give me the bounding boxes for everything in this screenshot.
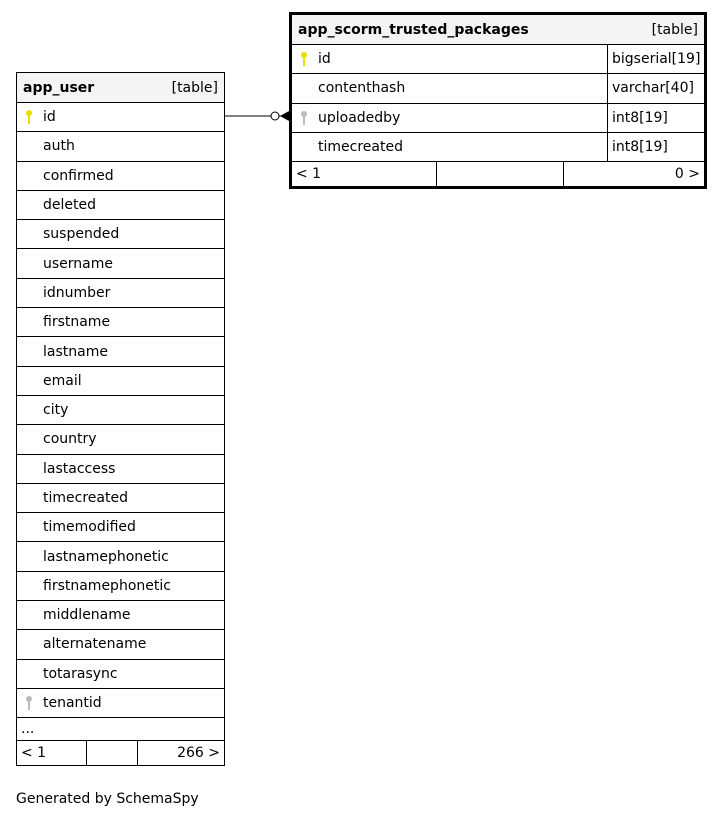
column-name[interactable] [17,132,224,160]
column-name[interactable] [17,279,224,307]
column-row[interactable] [17,279,224,308]
column-name-text: lastaccess [43,460,116,477]
column-name[interactable] [17,455,224,483]
column-name-text: lastname [43,343,108,360]
column-row[interactable] [17,660,224,689]
column-name[interactable] [17,572,224,600]
column-row[interactable] [17,630,224,659]
column-row[interactable] [17,601,224,630]
column-name-text: uploadedby [318,109,401,126]
column-name[interactable] [17,484,224,512]
column-type: int8[19] [607,133,704,161]
column-row[interactable] [17,308,224,337]
table-footer [17,741,224,765]
table-header [292,15,704,45]
column-name-text: idnumber [43,284,111,301]
column-row[interactable] [17,484,224,513]
primary-key-icon [300,51,308,67]
column-name-text: timecreated [43,490,128,506]
column-type: int8[19] [607,104,704,132]
column-name-text: middlename [43,607,131,624]
column-name-text: suspended [43,226,120,243]
table-name[interactable]: app_user [23,79,95,96]
more-columns-row [17,718,224,741]
column-name[interactable] [17,162,224,190]
column-type: bigserial[19] [607,45,704,73]
column-row[interactable] [17,367,224,396]
column-name-text: tenantid [43,695,102,712]
column-row[interactable] [17,513,224,542]
footer-spacer [437,162,564,186]
column-name[interactable] [17,308,224,336]
column-name-text: timemodified [43,519,136,536]
column-name[interactable] [292,104,607,132]
column-type: varchar[40] [607,74,704,102]
table-app-scorm-trusted-packages[interactable] [289,12,707,189]
column-name[interactable] [17,660,224,688]
column-name[interactable] [17,367,224,395]
column-name-text: username [43,255,113,272]
column-row[interactable] [17,572,224,601]
table-app-user[interactable] [16,72,225,766]
column-row[interactable] [292,45,704,74]
column-name-text: firstnamephonetic [43,577,171,594]
column-name-text: contenthash [318,80,406,97]
column-row[interactable] [17,337,224,366]
table-kind: [table] [651,21,698,38]
column-row[interactable] [17,132,224,161]
column-row[interactable] [17,103,224,132]
footer-spacer [87,741,138,765]
column-name-text: id [318,51,331,68]
column-row[interactable] [292,133,704,162]
column-name[interactable] [17,630,224,658]
column-name-text: city [43,402,69,419]
column-row[interactable] [292,74,704,103]
column-name-text: totarasync [43,665,118,682]
column-name[interactable] [292,74,607,102]
table-header [17,73,224,103]
column-row[interactable] [17,396,224,425]
table-kind: [table] [171,79,218,96]
foreign-key-icon [25,695,33,711]
column-name-text: timecreated [318,139,403,156]
column-row[interactable] [292,104,704,133]
children-count[interactable]: 266 > [177,745,220,762]
column-name-text: alternatename [43,636,147,653]
column-name[interactable] [17,103,224,131]
foreign-key-icon [300,110,308,126]
column-name-text: confirmed [43,167,114,184]
column-row[interactable] [17,425,224,454]
column-name[interactable] [17,601,224,629]
column-row[interactable] [17,249,224,278]
column-name-text: deleted [43,197,96,214]
column-name[interactable] [17,191,224,219]
column-row[interactable] [17,542,224,571]
column-name[interactable] [17,220,224,248]
column-name[interactable] [292,45,607,73]
column-name[interactable] [17,542,224,570]
column-name-text: id [43,109,56,126]
column-name[interactable] [292,133,607,161]
column-name-text: firstname [43,314,111,331]
column-name-text: country [43,431,97,448]
children-count[interactable]: 0 > [674,166,700,183]
primary-key-icon [25,109,33,125]
column-name-text: lastnamephonetic [43,548,169,565]
column-name[interactable] [17,425,224,453]
parents-count[interactable]: < 1 [17,741,87,765]
column-name-text: auth [43,138,75,155]
table-name[interactable]: app_scorm_trusted_packages [298,21,529,38]
column-row[interactable] [17,220,224,249]
column-name[interactable] [17,689,224,717]
column-row[interactable] [17,162,224,191]
column-name[interactable] [17,513,224,541]
column-row[interactable] [17,455,224,484]
column-name[interactable] [17,396,224,424]
column-name[interactable] [17,337,224,365]
generated-by-label: Generated by SchemaSpy [16,791,199,807]
more-indicator: ... [21,721,35,738]
parents-count[interactable]: < 1 [292,162,437,186]
column-row[interactable] [17,689,224,718]
zero-cardinality-icon [271,112,279,120]
column-row[interactable] [17,191,224,220]
column-name-text: email [43,372,82,389]
column-name[interactable] [17,249,224,277]
table-footer [292,162,704,186]
many-crowfoot-icon [280,111,289,121]
